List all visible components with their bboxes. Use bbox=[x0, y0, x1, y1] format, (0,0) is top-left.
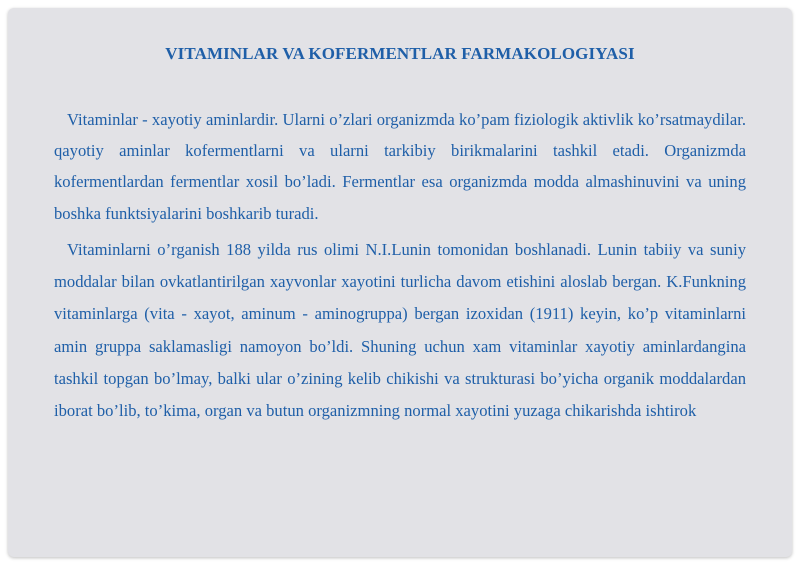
body-paragraph-2: Vitaminlarni o’rganish 188 yilda rus olimi N.I.Lunin tomonidan boshlanadi. Lunin tabiiy va suniy moddalar bilan ovkatlantirilgan xayvonlar xayotini turlicha davom etishini aloslab bergan. K.Funkning vitaminlarga (vita - xayot, aminum - aminogruppa) bergan izoxidan (1911) keyin, ko’p vitaminlarni amin gruppa saklamasligi namoyon bo’ldi. Shuning uchun xam vitaminlar xayotiy aminlardangina tashkil topgan bo’lmay, balki ular o’zining kelib chikishi va strukturasi bo’yicha organik moddalardan iborat bo’lib, to’kima, organ va butun organizmning normal xayotini yuzaga chikarishda ishtirok bbox=[54, 240, 746, 421]
slide-title: VITAMINLAR VA KOFERMENTLAR FARMAKOLOGIYASI bbox=[165, 44, 635, 63]
body-paragraph-1: Vitaminlar - xayotiy aminlardir. Ularni o’zlari organizmda ko’pam fiziologik aktivlik ko’rsatmaydilar. qayotiy aminlar kofermentlarni va ularni tarkibiy birikmalarini tashkil etadi. Organizmda kofermentlardan fermentlar xosil bo’ladi. Fermentlar esa organizmda modda almashinuvini va uning boshka funktsiyalarini boshkarib turadi. bbox=[54, 110, 746, 223]
